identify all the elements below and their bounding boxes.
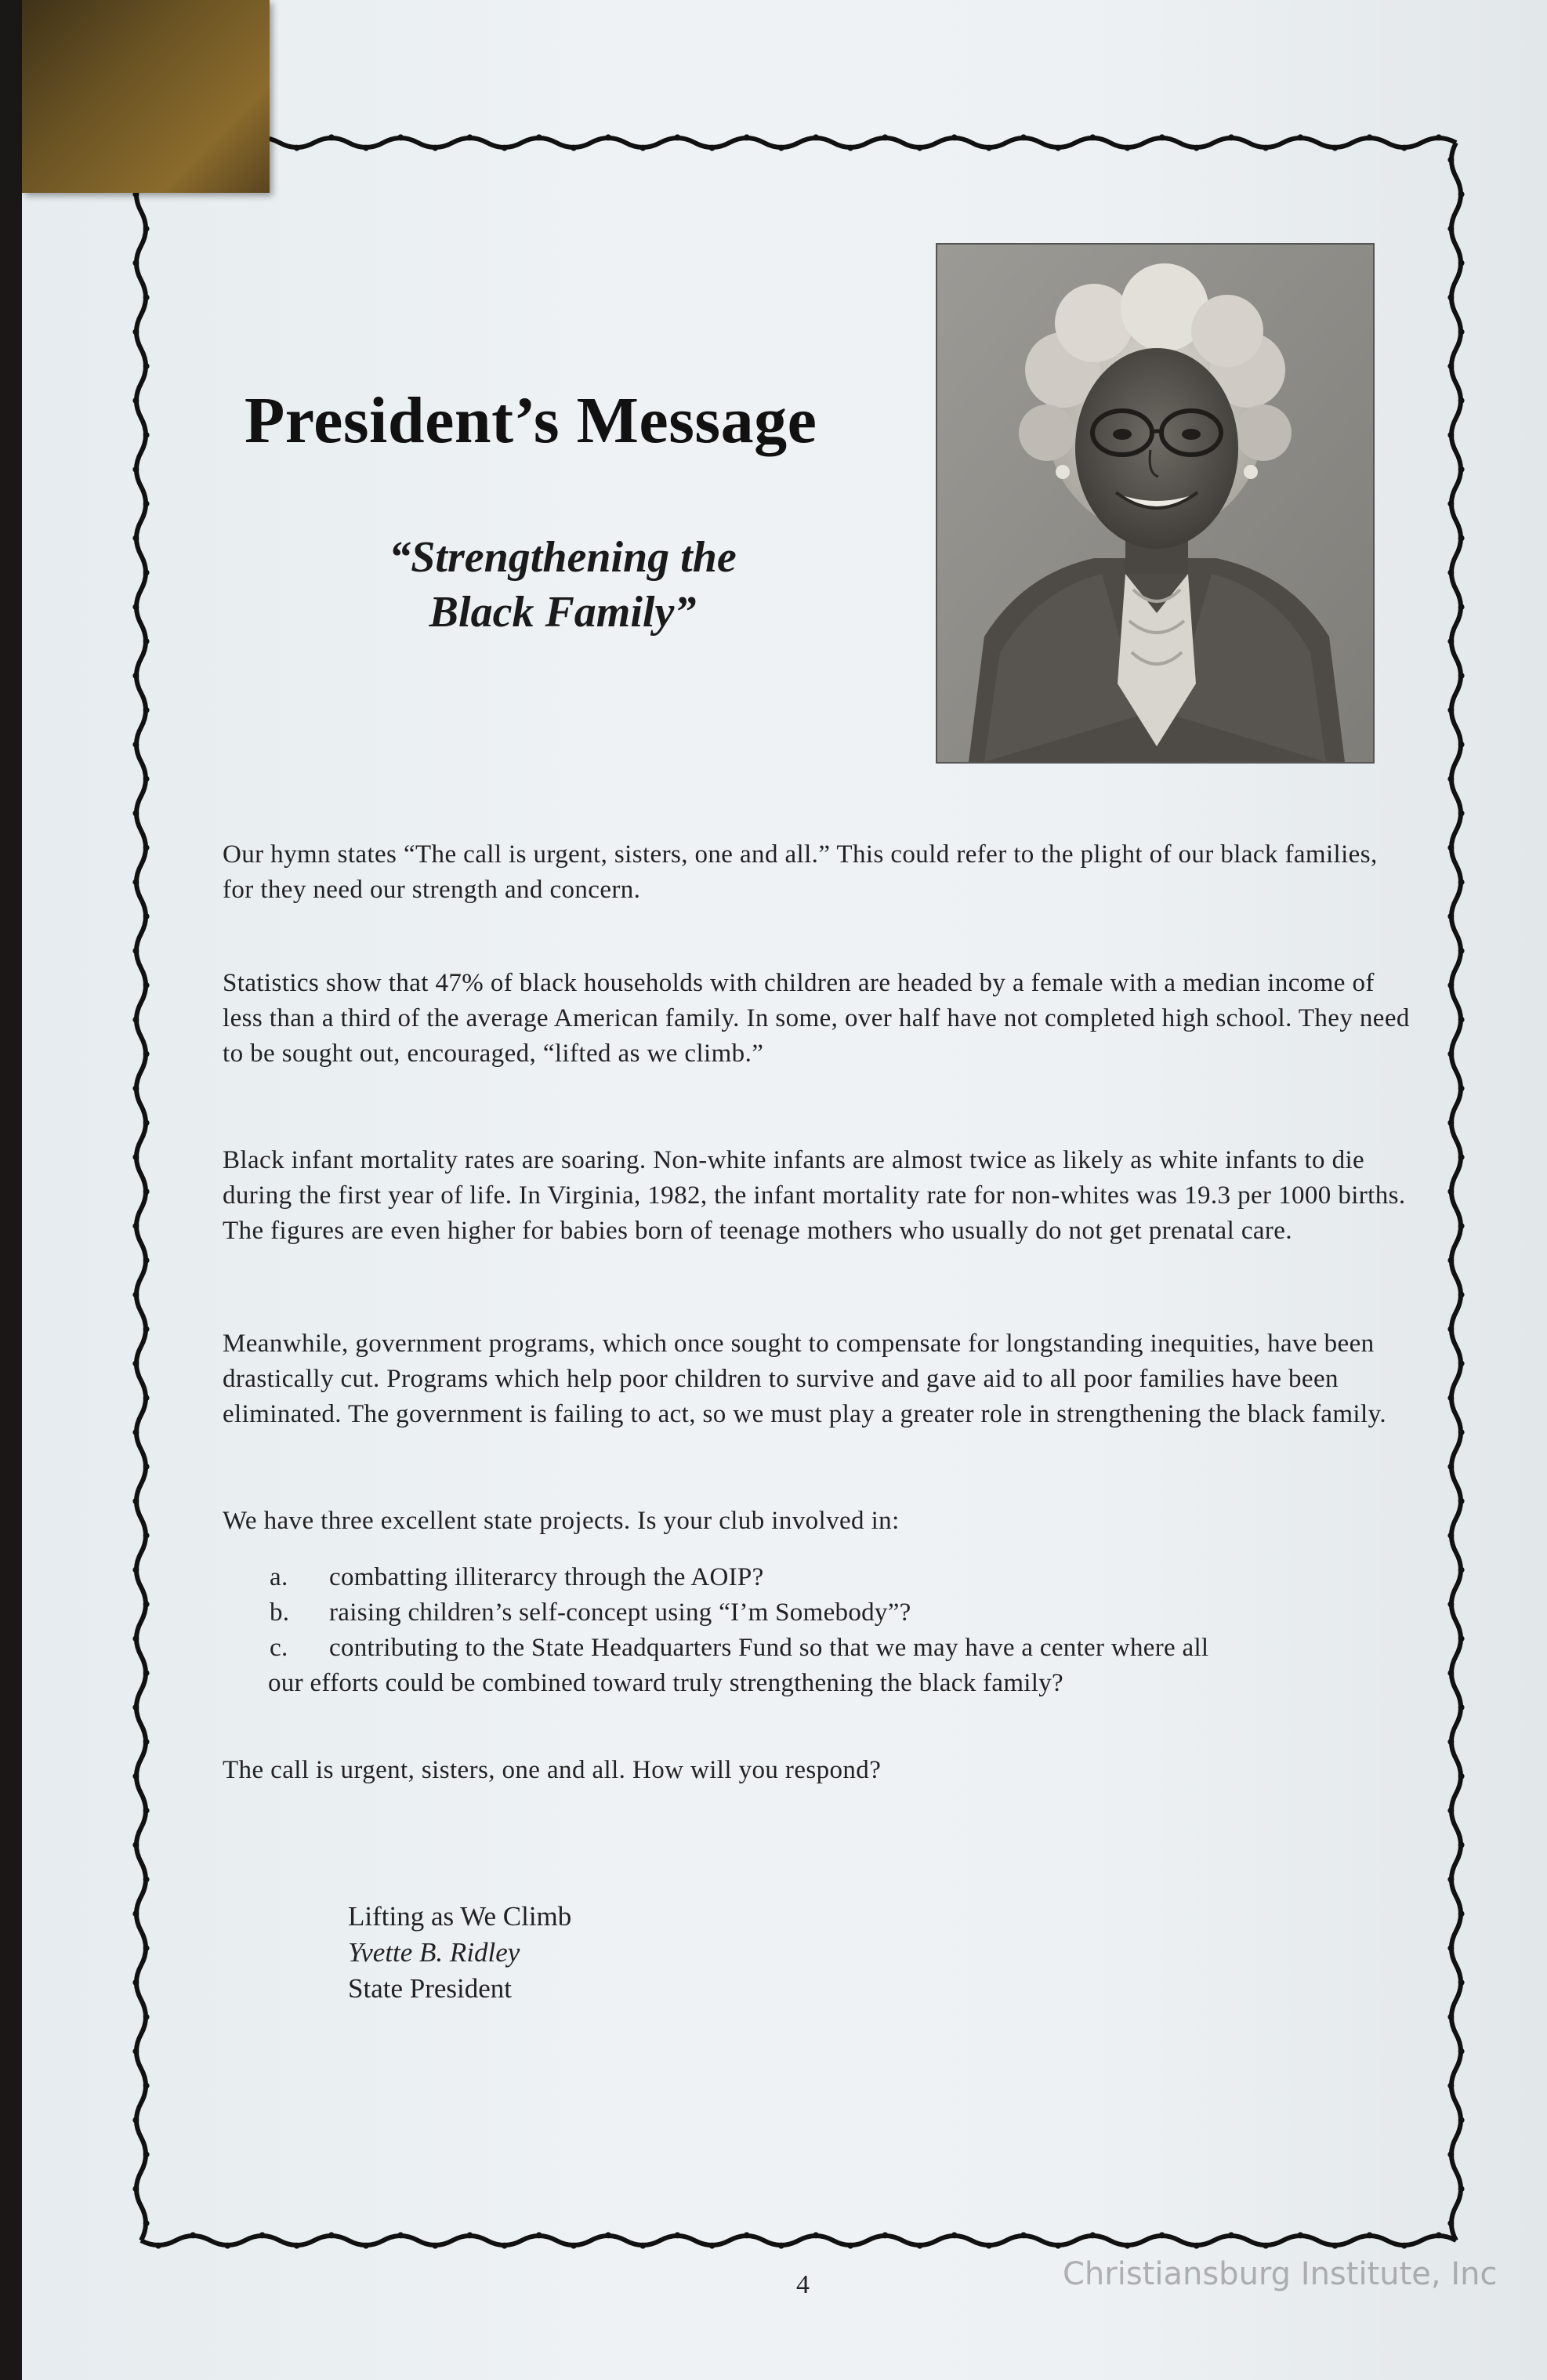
border-dot xyxy=(1020,134,1027,140)
border-dot xyxy=(813,2232,819,2238)
border-dot xyxy=(1447,913,1454,920)
border-dot xyxy=(143,1464,150,1470)
border-dot xyxy=(132,1017,139,1023)
list-continuation: our efforts could be combined toward truly strengthening the black family? xyxy=(268,1669,1063,1697)
border-dot xyxy=(132,1360,139,1366)
border-dot xyxy=(778,2243,784,2249)
portrait-icon xyxy=(937,245,1373,762)
border-dot xyxy=(143,1876,150,1882)
border-dot xyxy=(132,1704,139,1711)
border-dot xyxy=(143,1601,150,1607)
border-dot xyxy=(1263,2243,1269,2249)
paragraph-1 xyxy=(223,837,1414,908)
list-item-text: combatting illiterarcy through the AOIP? xyxy=(329,1563,764,1591)
border-dot xyxy=(132,1154,139,1160)
border-dot xyxy=(1458,1704,1465,1711)
border-dot xyxy=(1089,2232,1096,2238)
border-dot xyxy=(1458,810,1465,816)
border-dot xyxy=(1458,2048,1465,2055)
border-dot xyxy=(813,134,819,140)
paragraph-3-text: Black infant mortality rates are soaring. Non-white infants are almost twice as likely as white infants to die during the first year of life. In Virginia, 1982, the infant mortality rate for non-whites was 19.3 per 1000 births. The figures are even higher for babies born of teenage mothers who usually do not get prenatal care. xyxy=(223,1146,1406,1245)
border-dot xyxy=(1458,397,1465,404)
border-dot xyxy=(1447,982,1454,989)
border-dot xyxy=(1194,145,1200,151)
border-dot xyxy=(143,2151,150,2157)
border-dot xyxy=(1458,604,1465,610)
border-dot xyxy=(1458,466,1465,473)
border-dot xyxy=(155,2243,161,2249)
border-dot xyxy=(1401,2243,1408,2249)
border-dot xyxy=(143,2220,150,2226)
border-dot xyxy=(1263,145,1269,151)
border-dot xyxy=(1447,2083,1454,2089)
border-dot xyxy=(1458,2186,1465,2192)
border-dot xyxy=(1458,1154,1465,1160)
border-dot xyxy=(1228,134,1234,140)
border-dot xyxy=(1447,1464,1454,1470)
paragraph-2-text: Statistics show that 47% of black households with children are headed by a female with a median income of less than a third of the average American family. In some, over half have not completed high school. They need to be sought out, encouraged, “lifted as we climb.” xyxy=(223,969,1410,1068)
border-dot xyxy=(1458,1223,1465,1229)
border-dot xyxy=(259,2232,266,2238)
border-dot xyxy=(1447,1051,1454,1058)
border-dot xyxy=(132,2048,139,2055)
border-dot xyxy=(744,134,750,140)
portrait-photo xyxy=(936,243,1375,764)
border-dot xyxy=(132,1223,139,1229)
border-dot xyxy=(1089,134,1096,140)
border-dot xyxy=(143,707,150,713)
border-dot xyxy=(1458,328,1465,335)
paragraph-3 xyxy=(223,1143,1414,1249)
border-dot xyxy=(1458,1773,1465,1780)
border-dot xyxy=(1367,2232,1373,2238)
border-dot xyxy=(639,2243,646,2249)
folder-tab xyxy=(22,0,270,193)
border-dot xyxy=(1458,1567,1465,1573)
border-dot xyxy=(1458,1635,1465,1642)
border-dot xyxy=(1447,157,1454,163)
border-dot xyxy=(744,2232,750,2238)
border-dot xyxy=(1447,2151,1454,2157)
border-dot xyxy=(467,2232,473,2238)
border-dot xyxy=(328,134,335,140)
border-dot xyxy=(1447,1945,1454,1951)
list-item-letter: c. xyxy=(270,1634,288,1662)
border-dot xyxy=(986,2243,992,2249)
border-dot xyxy=(432,2243,438,2249)
border-dot xyxy=(1055,145,1061,151)
watermark: Christiansburg Institute, Inc xyxy=(1063,2256,1498,2292)
border-dot xyxy=(1401,145,1408,151)
border-dot xyxy=(132,260,139,267)
list-item xyxy=(270,1560,1429,1595)
list-item-letter: a. xyxy=(270,1563,288,1591)
page-number: 4 xyxy=(796,2270,810,2299)
border-dot xyxy=(132,1085,139,1091)
border-dot xyxy=(143,776,150,782)
border-dot xyxy=(1125,145,1131,151)
border-dot xyxy=(132,1567,139,1573)
border-dot xyxy=(143,1326,150,1333)
border-dot xyxy=(1458,1429,1465,1435)
border-dot xyxy=(328,2232,335,2238)
border-dot xyxy=(882,2232,888,2238)
border-dot xyxy=(1458,1910,1465,1917)
border-dot xyxy=(467,134,473,140)
border-dot xyxy=(1447,294,1454,300)
border-dot xyxy=(1447,1188,1454,1195)
border-dot xyxy=(1458,1498,1465,1504)
border-dot xyxy=(1447,1808,1454,1814)
border-dot xyxy=(1447,638,1454,644)
border-dot xyxy=(132,466,139,473)
border-dot xyxy=(1194,2243,1200,2249)
border-dot xyxy=(502,2243,508,2249)
border-dot xyxy=(605,134,611,140)
border-dot xyxy=(1447,1119,1454,1126)
border-dot xyxy=(143,1188,150,1195)
border-dot xyxy=(132,1979,139,1986)
border-dot xyxy=(432,145,438,151)
border-dot xyxy=(1458,1842,1465,1848)
border-edge xyxy=(141,138,1456,147)
list-item-text: raising children’s self-concept using “I’m Somebody”? xyxy=(329,1598,911,1627)
border-dot xyxy=(1447,1739,1454,1745)
border-dot xyxy=(294,145,300,151)
border-dot xyxy=(1458,1360,1465,1366)
border-dot xyxy=(132,1842,139,1848)
list-item xyxy=(270,1595,1429,1631)
border-dot xyxy=(143,638,150,644)
border-dot xyxy=(536,2232,542,2238)
border-dot xyxy=(190,2232,196,2238)
border-dot xyxy=(1367,134,1373,140)
border-dot xyxy=(1331,2243,1338,2249)
border-dot xyxy=(132,1910,139,1917)
border-dot xyxy=(882,134,888,140)
border-dot xyxy=(1447,1326,1454,1333)
border-dot xyxy=(1458,879,1465,885)
border-dot xyxy=(397,134,404,140)
border-dot xyxy=(132,397,139,404)
signatory-role: State President xyxy=(348,1973,512,2004)
border-dot xyxy=(1125,2243,1131,2249)
border-dot xyxy=(1458,191,1465,198)
closing-motto: Lifting as We Climb xyxy=(348,1901,572,1932)
border-dot xyxy=(1447,363,1454,369)
list-item-letter: b. xyxy=(270,1598,290,1627)
border-dot xyxy=(143,501,150,507)
border-dot xyxy=(143,1533,150,1539)
border-dot xyxy=(132,535,139,542)
border-dot xyxy=(1458,535,1465,542)
border-dot xyxy=(132,810,139,816)
border-edge xyxy=(141,2236,1456,2245)
border-dot xyxy=(143,1808,150,1814)
subtitle xyxy=(320,530,806,640)
border-dot xyxy=(1447,1601,1454,1607)
border-dot xyxy=(143,844,150,851)
border-dot xyxy=(1447,569,1454,575)
border-dot xyxy=(1458,1292,1465,1298)
border-dot xyxy=(1458,1085,1465,1091)
border-dot xyxy=(1458,948,1465,954)
border-dot xyxy=(132,1429,139,1435)
border-dot xyxy=(1458,2117,1465,2124)
signature: Yvette B. Ridley xyxy=(348,1937,520,1968)
border-dot xyxy=(1436,134,1442,140)
border-dot xyxy=(917,145,923,151)
border-dot xyxy=(986,145,992,151)
border-dot xyxy=(1447,1670,1454,1676)
border-dot xyxy=(1297,2232,1303,2238)
border-dot xyxy=(143,913,150,920)
border-dot xyxy=(143,569,150,575)
border-dot xyxy=(143,1119,150,1126)
border-dot xyxy=(143,1670,150,1676)
paragraph-1-text: Our hymn states “The call is urgent, sisters, one and all.” This could refer to the plight of our black families, for they need our strength and concern. xyxy=(223,840,1378,904)
border-dot xyxy=(571,2243,577,2249)
border-dot xyxy=(571,145,577,151)
subtitle-line-1: “Strengthening the xyxy=(389,533,737,582)
border-dot xyxy=(1458,1017,1465,1023)
border-dot xyxy=(847,2243,853,2249)
border-dot xyxy=(1055,2243,1061,2249)
page-title: President’s Message xyxy=(245,384,817,457)
border-dot xyxy=(536,134,542,140)
border-dot xyxy=(132,673,139,679)
border-dot xyxy=(132,1292,139,1298)
border-dot xyxy=(132,742,139,748)
border-dot xyxy=(709,145,716,151)
border-dot xyxy=(1228,2232,1234,2238)
paragraph-2 xyxy=(223,966,1414,1072)
border-dot xyxy=(1447,1257,1454,1264)
border-dot xyxy=(1297,134,1303,140)
list-item-text: contributing to the State Headquarters Fund so that we may have a center where all xyxy=(329,1634,1209,1662)
border-dot xyxy=(1458,673,1465,679)
paragraph-4 xyxy=(223,1326,1414,1432)
subtitle-line-2: Black Family” xyxy=(429,588,697,637)
border-dot xyxy=(143,294,150,300)
border-dot xyxy=(143,2083,150,2089)
closing-question-text: The call is urgent, sisters, one and all. How will you respond? xyxy=(223,1756,882,1784)
border-dot xyxy=(132,879,139,885)
border-dot xyxy=(363,2243,369,2249)
border-dot xyxy=(1458,260,1465,267)
border-dot xyxy=(1447,1876,1454,1882)
border-dot xyxy=(1447,776,1454,782)
border-dot xyxy=(847,145,853,151)
border-dot xyxy=(132,948,139,954)
border-dot xyxy=(605,2232,611,2238)
border-dot xyxy=(1447,1533,1454,1539)
border-dot xyxy=(1159,134,1165,140)
border-dot xyxy=(1447,707,1454,713)
border-dot xyxy=(143,363,150,369)
border-dot xyxy=(143,226,150,232)
border-dot xyxy=(143,1395,150,1401)
border-dot xyxy=(1447,226,1454,232)
border-dot xyxy=(1447,2014,1454,2020)
border-dot xyxy=(674,134,680,140)
border-dot xyxy=(502,145,508,151)
border-dot xyxy=(1458,1979,1465,1986)
border-dot xyxy=(1436,2232,1442,2238)
border-dot xyxy=(224,2243,230,2249)
document-page xyxy=(22,0,1547,2380)
border-dot xyxy=(709,2243,716,2249)
border-dot xyxy=(132,2186,139,2192)
paragraph-4-text: Meanwhile, government programs, which once sought to compensate for longstanding inequities, have been drastically cut. Programs which help poor children to survive and gave aid to all poor families have been eliminated. The government is failing to act, so we must play a greater role in strengthening the black family. xyxy=(223,1330,1386,1428)
border-dot xyxy=(1020,2232,1027,2238)
border-dot xyxy=(1331,145,1338,151)
border-dot xyxy=(1447,432,1454,438)
border-dot xyxy=(143,1739,150,1745)
list-item xyxy=(270,1631,1429,1666)
border-dot xyxy=(1447,2220,1454,2226)
paragraph-5-text: We have three excellent state projects. Is your club involved in: xyxy=(223,1507,900,1535)
border-dot xyxy=(674,2232,680,2238)
border-dot xyxy=(143,1945,150,1951)
border-dot xyxy=(363,145,369,151)
border-dot xyxy=(132,1773,139,1780)
border-dot xyxy=(143,1257,150,1264)
border-dot xyxy=(294,2243,300,2249)
border-dot xyxy=(1447,844,1454,851)
border-dot xyxy=(143,2014,150,2020)
border-dot xyxy=(778,145,784,151)
border-dot xyxy=(1458,742,1465,748)
project-list xyxy=(270,1560,1429,1701)
border-dot xyxy=(132,2117,139,2124)
border-dot xyxy=(951,134,958,140)
border-dot xyxy=(397,2232,404,2238)
border-dot xyxy=(143,982,150,989)
border-dot xyxy=(132,604,139,610)
border-dot xyxy=(639,145,646,151)
border-dot xyxy=(1447,501,1454,507)
border-dot xyxy=(143,432,150,438)
border-dot xyxy=(132,328,139,335)
border-dot xyxy=(132,1498,139,1504)
border-dot xyxy=(1447,1395,1454,1401)
paragraph-5 xyxy=(223,1504,1414,1539)
border-dot xyxy=(917,2243,923,2249)
closing-block xyxy=(348,1899,571,2007)
closing-question xyxy=(223,1753,1414,1788)
border-dot xyxy=(1159,2232,1165,2238)
border-dot xyxy=(951,2232,958,2238)
border-dot xyxy=(143,1051,150,1058)
border-dot xyxy=(132,1635,139,1642)
